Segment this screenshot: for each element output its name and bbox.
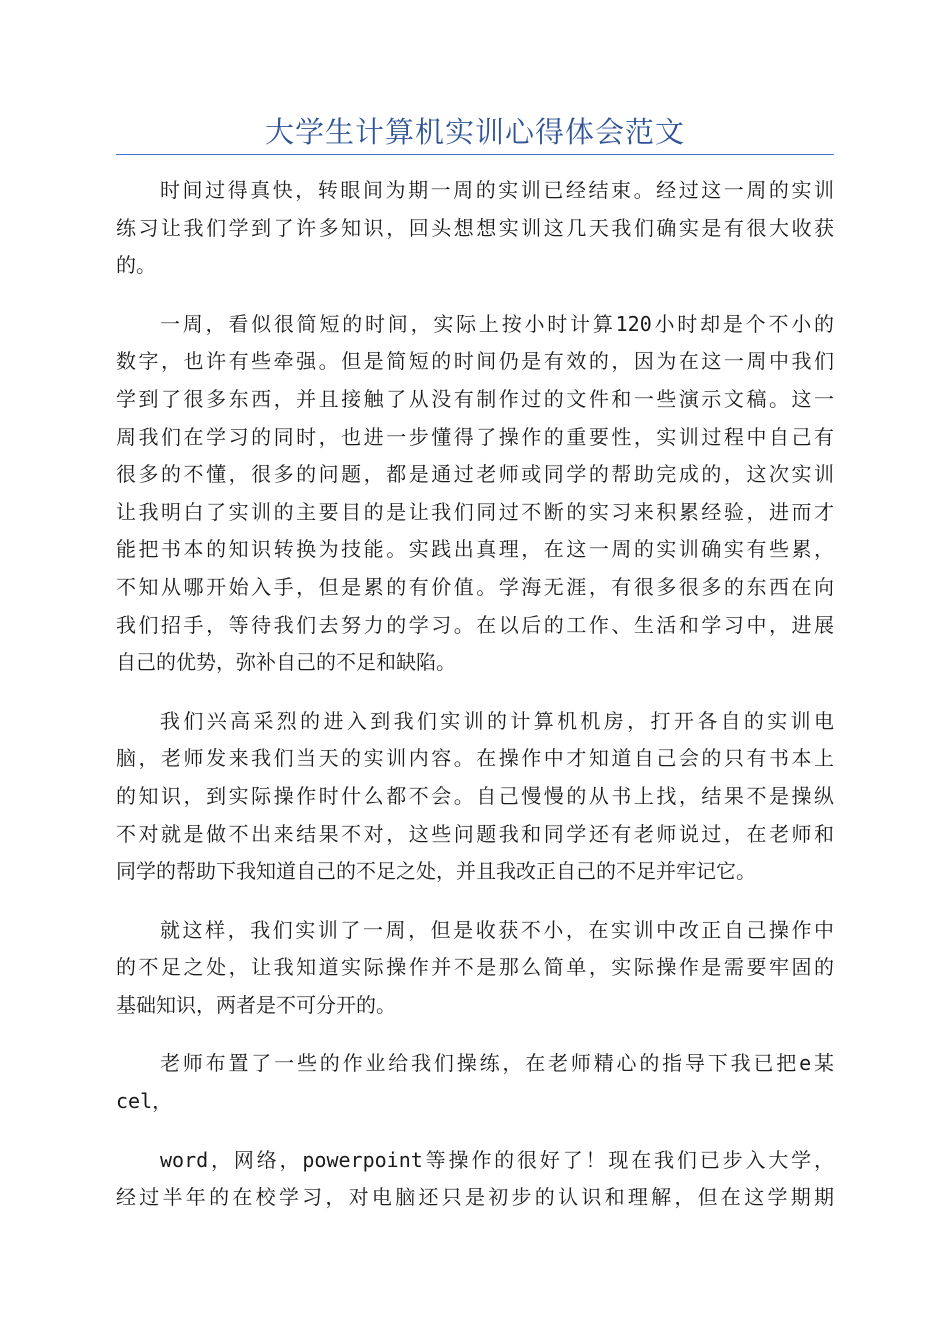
paragraph-line: 脑，老师发来我们当天的实训内容。在操作中才知道自己会的只有书本上 — [116, 746, 834, 771]
paragraph-line: word，网络，powerpoint等操作的很好了！现在我们已步入大学， — [160, 1147, 834, 1172]
paragraph-line: 让我明白了实训的主要目的是让我们同过不断的实习来积累经验，进而才 — [116, 499, 834, 524]
paragraph-line: 不对就是做不出来结果不对，这些问题我和同学还有老师说过，在老师和 — [116, 821, 834, 846]
paragraph-line: 的知识，到实际操作时什么都不会。自己慢慢的从书上找，结果不是操纵 — [116, 783, 834, 808]
title-underline — [116, 154, 834, 155]
paragraph-line: 练习让我们学到了许多知识，回头想想实训这几天我们确实是有很大收获 — [116, 215, 834, 240]
paragraph-line: 学到了很多东西，并且接触了从没有制作过的文件和一些演示文稿。这一 — [116, 386, 834, 411]
paragraph-line: cel， — [116, 1089, 173, 1114]
paragraph-1 — [116, 172, 834, 285]
paragraph-line: 经过半年的在校学习，对电脑还只是初步的认识和理解，但在这学期期 — [116, 1185, 834, 1210]
paragraph-4 — [116, 912, 834, 1025]
paragraph-line: 同学的帮助下我知道自己的不足之处，并且我改正自己的不足并牢记它。 — [116, 859, 756, 884]
paragraph-3 — [116, 703, 834, 891]
paragraph-line: 就这样，我们实训了一周，但是收获不小，在实训中改正自己操作中 — [160, 917, 834, 942]
paragraph-line: 周我们在学习的同时，也进一步懂得了操作的重要性，实训过程中自己有 — [116, 424, 834, 449]
paragraph-line: 的不足之处，让我知道实际操作并不是那么简单，实际操作是需要牢固的 — [116, 955, 834, 980]
paragraph-line: 一周，看似很简短的时间，实际上按小时计算120小时却是个不小的 — [160, 311, 834, 336]
paragraph-line: 不知从哪开始入手，但是累的有价值。学海无涯，有很多很多的东西在向 — [116, 574, 834, 599]
document-title: 大学生计算机实训心得体会范文 — [264, 115, 685, 149]
paragraph-line: 自己的优势，弥补自己的不足和缺陷。 — [116, 650, 456, 675]
paragraph-line: 我们招手，等待我们去努力的学习。在以后的工作、生活和学习中，进展 — [116, 612, 834, 637]
paragraph-6 — [116, 1142, 834, 1217]
paragraph-line: 时间过得真快，转眼间为期一周的实训已经结束。经过这一周的实训 — [160, 178, 834, 202]
paragraph-line: 基础知识，两者是不可分开的。 — [116, 992, 396, 1017]
paragraph-line: 数字，也许有些牵强。但是简短的时间仍是有效的，因为在这一周中我们 — [116, 349, 834, 374]
paragraph-line: 老师布置了一些的作业给我们操练，在老师精心的指导下我已把e某 — [160, 1051, 834, 1076]
paragraph-line: 能把书本的知识转换为技能。实践出真理，在这一周的实训确实有些累， — [116, 537, 834, 562]
paragraph-line: 我们兴高采烈的进入到我们实训的计算机机房，打开各自的实训电 — [160, 708, 834, 733]
document-body — [116, 172, 834, 1238]
paragraph-5 — [116, 1045, 834, 1120]
paragraph-2 — [116, 306, 834, 682]
paragraph-line: 很多的不懂，很多的问题，都是通过老师或同学的帮助完成的，这次实训 — [116, 462, 834, 487]
paragraph-line: 的。 — [116, 253, 156, 278]
